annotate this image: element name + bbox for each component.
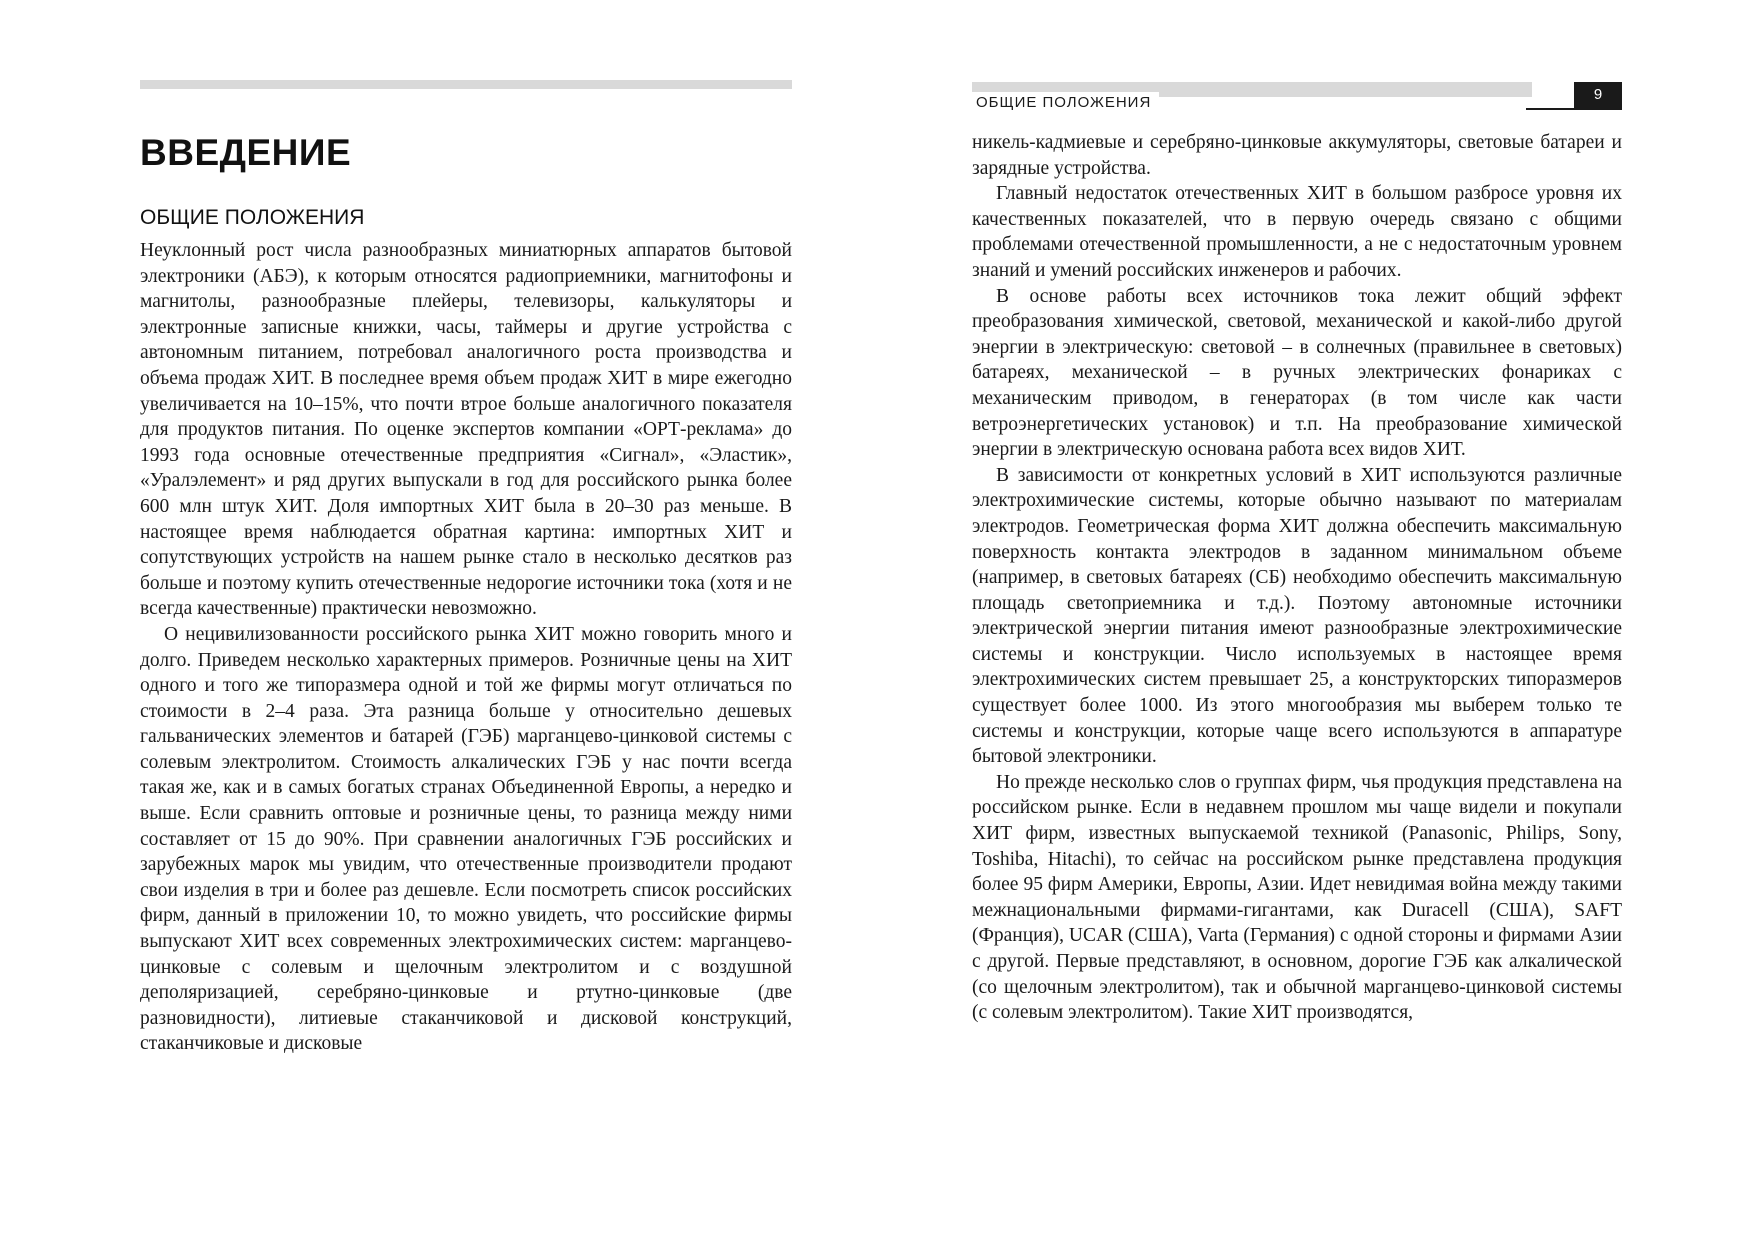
paragraph: никель-кадмиевые и серебряно-цинковые аккумуляторы, световые батареи и зарядные устройства. (972, 132, 1622, 179)
paragraph: Главный недостаток отечественных ХИТ в большом разбросе уровня их качественных показателей, что в первую очередь связано с общими проблемами отечественной промышленности, а не с недостаточным уровнем знаний и умений российских инженеров и рабочих. (972, 183, 1622, 281)
right-body-text (972, 130, 1622, 1026)
section-title: ОБЩИЕ ПОЛОЖЕНИЯ (140, 206, 365, 229)
running-header (972, 82, 1622, 110)
left-page (140, 0, 792, 1240)
paragraph: В зависимости от конкретных условий в ХИТ используются различные электрохимические системы, которые обычно называют по материалам электродов. Геометрическая форма ХИТ должна обеспечить максимальную поверхность контакта электродов в заданном минимальном объеме (например, в световых батареях (СБ) необходимо обеспечить максимальную площадь светоприемника и т.д.). Поэтому автономные источники электрической энергии питания имеют разнообразные электрохимические системы и конструкции. Число используемых в настоящее время электрохимических систем превышает 25, а конструкторских типоразмеров существует более 1000. Из этого многообразия мы выберем только те системы и конструкции, которые чаще всего используются в аппаратуре бытовой электроники. (972, 464, 1622, 768)
chapter-title: ВВЕДЕНИЕ (140, 132, 352, 173)
left-body-text (140, 238, 792, 1057)
right-page (972, 0, 1622, 1240)
paragraph: Но прежде несколько слов о группах фирм, чья продукция представлена на российском рынке. Если в недавнем прошлом мы чаще видели и покупали ХИТ фирм, известных выпускаемой техникой (Panasonic, Philips, Sony, Toshiba, Hitachi), то сейчас на российском рынке представлена продукция более 95 фирм Америки, Европы, Азии. Идет невидимая война между такими межнациональными фирмами-гигантами, как Duracell (США), SAFT (Франция), UCAR (США), Varta (Германия) с одной стороны и фирмами Азии с другой. Первые представляют, в основном, дорогие ГЭБ как алкалической (со щелочным электролитом), так и обычной марганцево-цинковой системы (с солевым электролитом). Такие ХИТ производятся, (972, 771, 1623, 1024)
running-header-title: ОБЩИЕ ПОЛОЖЕНИЯ (972, 92, 1159, 112)
paragraph: В основе работы всех источников тока лежит общий эффект преобразования химической, световой, механической и какой-либо другой энергии в электрическую: световой – в солнечных (правильнее в световых) батареях, механической – в ручных электрических фонариках с механическим приводом, в генераторах (в том числе как части ветроэнергетических установок) и т.п. На преобразование химической энергии в электрическую основана работа всех видов ХИТ. (972, 285, 1622, 461)
top-decorative-bar (140, 80, 792, 89)
paragraph: Неуклонный рост числа разнообразных миниатюрных аппаратов бытовой электроники (АБЭ), к которым относятся радиоприемники, магнитофоны и магнитолы, разнообразные плейеры, телевизоры, калькуляторы и электронные записные книжки, часы, таймеры и другие устройства с автономным питанием, потребовал аналогичного роста производства и объема продаж ХИТ. В последнее время объем продаж ХИТ в мире ежегодно увеличивается на 10–15%, что почти втрое больше аналогичного показателя для продуктов питания. По оценке экспертов компании «ОРТ-реклама» до 1993 года основные отечественные предприятия «Сигнал», «Эластик», «Уралэлемент» и ряд других выпускали в год для российского рынка более 600 млн штук ХИТ. Доля импортных ХИТ была в 20–30 раз меньше. В настоящее время наблюдается обратная картина: импортных ХИТ и сопутствующих устройств на нашем рынке стало в несколько десятков раз больше и поэтому купить отечественные недорогие источники тока (хотя и не всегда качественные) практически невозможно. (140, 240, 792, 620)
paragraph: О нецивилизованности российского рынка ХИТ можно говорить много и долго. Приведем несколько характерных примеров. Розничные цены на ХИТ одного и того же типоразмера одной и той же фирмы могут отличаться по стоимости в 2–4 раза. Эта разница больше у относительно дешевых гальванических элементов и батарей (ГЭБ) марганцево-цинковой системы с солевым электролитом. Стоимость алкалических ГЭБ у нас почти всегда такая же, как и в самых богатых странах Объединенной Европы, а нередко и выше. Если сравнить оптовые и розничные цены, то разница между ними составляет от 15 до 90%. При сравнении аналогичных ГЭБ российских и зарубежных марок мы увидим, что отечественные производители продают свои изделия в три и более раз дешевле. Если посмотреть список российских фирм, данный в приложении 10, то можно увидеть, что российские фирмы выпускают ХИТ всех современных электрохимических систем: марганцево-цинковые с солевым и щелочным электролитом и с воздушной деполяризацией, серебряно-цинковые и ртутно-цинковые (две разновидности), литиевые стаканчиковой и дисковой конструкций, стаканчиковые и дисковые (140, 623, 792, 1055)
header-rule (1526, 108, 1574, 110)
page-number: 9 (1574, 82, 1622, 110)
